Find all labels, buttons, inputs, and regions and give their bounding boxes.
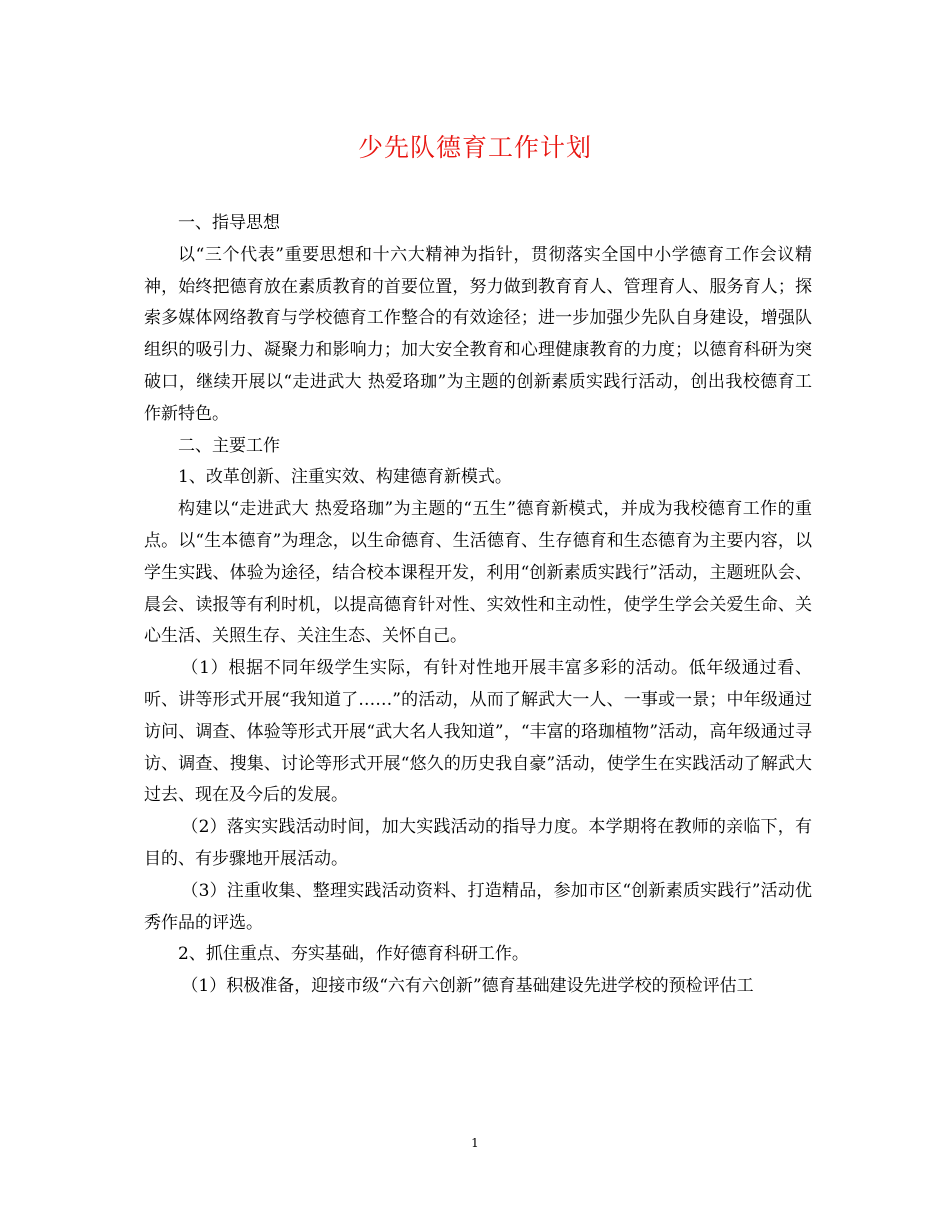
list-item: （1）根据不同年级学生实际，有针对性地开展丰富多彩的活动。低年级通过看、听、讲等形式开展“我知道了……”的活动，从而了解武大一人、一事或一景；中年级通过访问、调查、体验等形式开展“武大名人我知道”，“丰富的珞珈植物”活动，高年级通过寻访、调查、搜集、讨论等形式开展“悠久的历史我自豪”活动，使学生在实践活动了解武大过去、现在及今后的发展。 — [144, 658, 812, 806]
section-heading-guiding-ideology: 一、指导思想 — [178, 213, 280, 233]
page-number: 1 — [471, 1136, 479, 1150]
subsection-heading: 2、抓住重点、夯实基础，作好德育科研工作。 — [178, 944, 529, 965]
list-item: （1）积极准备，迎接市级“六有六创新”德育基础建设先进学校的预检评估工 — [181, 976, 754, 997]
list-item: （3）注重收集、整理实践活动资料、打造精品，参加市区“创新素质实践行”活动优秀作品的评选。 — [144, 880, 812, 933]
body-paragraph: 以“三个代表”重要思想和十六大精神为指针，贯彻落实全国中小学德育工作会议精神，始终把德育放在素质教育的首要位置，努力做到教育育人、管理育人、服务育人；探索多媒体网络教育与学校德育工作整合的有效途径；进一步加强少先队自身建设，增强队组织的吸引力、凝聚力和影响力；加大安全教育和心理健康教育的力度；以德育科研为突破口，继续开展以“走进武大 热爱珞珈”为主题的创新素质实践行活动，创出我校德育工作新特色。 — [144, 244, 812, 424]
document-body — [144, 208, 812, 1003]
section-heading-main-work: 二、主要工作 — [178, 435, 280, 456]
body-paragraph: 构建以“走进武大 热爱珞珈”为主题的“五生”德育新模式，并成为我校德育工作的重点。以“生本德育”为理念，以生命德育、生活德育、生存德育和生态德育为主要内容，以学生实践、体验为途径，结合校本课程开发，利用“创新素质实践行”活动，主题班队会、晨会、读报等有利时机，以提高德育针对性、实效性和主动性，使学生学会关爱生命、关心生活、关照生存、关注生态、关怀自己。 — [144, 499, 812, 647]
list-item: （2）落实实践活动时间，加大实践活动的指导力度。本学期将在教师的亲临下，有目的、有步骤地开展活动。 — [144, 817, 812, 869]
subsection-heading: 1、改革创新、注重实效、构建德育新模式。 — [178, 467, 512, 488]
document-title: 少先队德育工作计划 — [357, 133, 592, 162]
